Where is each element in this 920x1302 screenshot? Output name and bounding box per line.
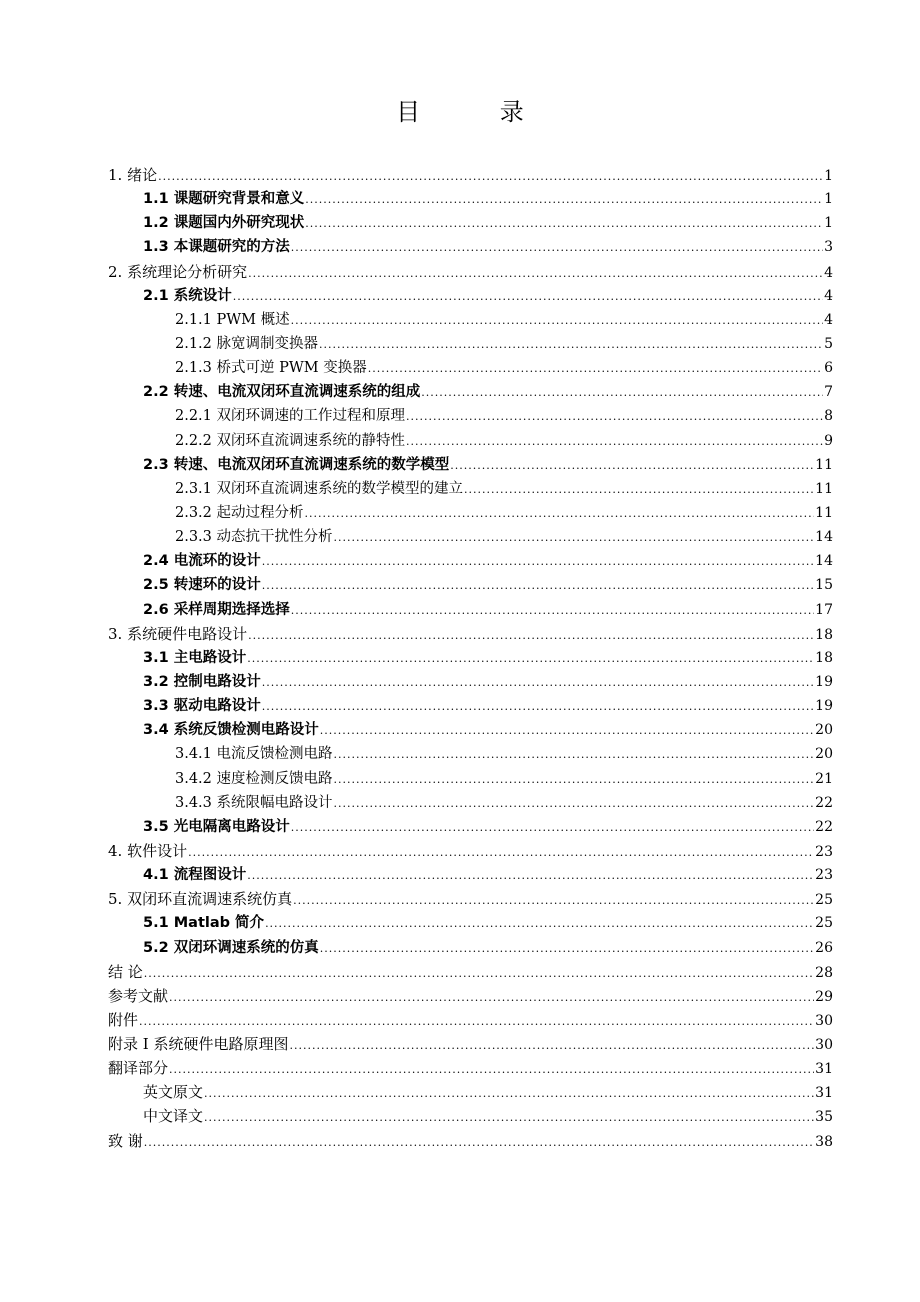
toc-dot-leader (450, 454, 814, 478)
toc-entry-title: 2.1.2 脉宽调制变换器 (175, 335, 319, 352)
toc-entry[interactable] (108, 646, 833, 670)
toc-entry-title: 3.1 主电路设计 (143, 649, 247, 666)
toc-page-number: 20 (815, 722, 833, 739)
toc-page-number: 28 (815, 964, 833, 981)
toc-entry[interactable] (108, 187, 833, 211)
toc-entry[interactable] (108, 984, 833, 1008)
toc-dot-leader (291, 309, 823, 333)
toc-dot-leader (291, 236, 823, 260)
toc-entry[interactable] (108, 936, 833, 960)
toc-dot-leader (319, 333, 823, 357)
toc-page-number: 14 (815, 553, 833, 570)
toc-dot-leader (265, 912, 814, 936)
toc-entry-title: 结 论 (108, 962, 143, 981)
toc-page-number: 17 (815, 601, 833, 618)
toc-entry-title: 附件 (108, 1010, 139, 1029)
toc-title: 目 录 (396, 98, 560, 126)
toc-entry-title: 3.4.1 电流反馈检测电路 (175, 746, 333, 763)
toc-entry-title: 2.3 转速、电流双闭环直流调速系统的数学模型 (143, 456, 450, 473)
toc-entry[interactable] (108, 235, 833, 259)
toc-entry[interactable] (108, 453, 833, 477)
toc-dot-leader (169, 986, 814, 1010)
toc-page-number: 22 (815, 818, 833, 835)
toc-page-number: 30 (815, 1012, 833, 1029)
toc-dot-leader (289, 1034, 814, 1058)
toc-entry-title: 致 谢 (108, 1131, 143, 1150)
toc-page-number: 31 (815, 1061, 833, 1078)
toc-entry[interactable] (108, 1056, 833, 1080)
toc-entry-title: 4. 软件设计 (108, 841, 188, 860)
toc-entry-title: 2.1.1 PWM 概述 (175, 311, 290, 328)
toc-page-number: 1 (824, 191, 833, 208)
toc-page-number: 11 (815, 504, 833, 521)
toc-dot-leader (144, 962, 814, 986)
toc-dot-leader (248, 624, 814, 648)
toc-dot-leader (406, 405, 823, 429)
toc-entry-title: 5. 双闭环直流调速系统仿真 (108, 890, 293, 909)
toc-entry-title: 1.3 本课题研究的方法 (143, 239, 290, 256)
toc-entry-title: 参考文献 (108, 986, 169, 1005)
toc-dot-leader (334, 768, 815, 792)
toc-page-number: 11 (815, 456, 833, 473)
toc-dot-leader (188, 841, 814, 865)
toc-dot-leader (291, 599, 814, 623)
toc-entry-title: 3.2 控制电路设计 (143, 673, 261, 690)
toc-entry[interactable] (108, 1008, 833, 1032)
toc-dot-leader (262, 671, 814, 695)
toc-dot-leader (233, 285, 823, 309)
toc-page-number: 22 (815, 794, 833, 811)
toc-entry[interactable] (108, 815, 833, 839)
toc-entry[interactable] (108, 839, 833, 863)
toc-entry[interactable] (108, 501, 833, 525)
toc-entry-title: 2.3.1 双闭环直流调速系统的数学模型的建立 (175, 480, 464, 497)
toc-entry[interactable] (108, 1080, 833, 1104)
toc-entry[interactable] (108, 887, 833, 911)
toc-entry-title: 3. 系统硬件电路设计 (108, 624, 248, 643)
toc-entry-title: 英文原文 (143, 1083, 204, 1102)
toc-entry[interactable] (108, 1104, 833, 1128)
toc-page-number: 1 (824, 168, 833, 184)
toc-dot-leader (320, 719, 814, 743)
toc-entry[interactable] (108, 332, 833, 356)
toc-dot-leader (305, 212, 823, 236)
toc-entry-title: 附录 I 系统硬件电路原理图 (108, 1035, 289, 1054)
toc-page-number: 8 (824, 408, 833, 425)
toc-entry[interactable] (108, 1032, 833, 1056)
toc-entry-title: 1.1 课题研究背景和意义 (143, 191, 305, 208)
toc-entry[interactable] (108, 718, 833, 742)
toc-page-number: 23 (815, 867, 833, 884)
toc-page-number: 4 (824, 311, 833, 328)
toc-entry[interactable] (108, 525, 833, 549)
toc-entry-title: 中文译文 (143, 1107, 204, 1126)
toc-entry[interactable] (108, 429, 833, 453)
toc-page-number: 26 (815, 939, 833, 956)
toc-page-number: 31 (815, 1085, 833, 1102)
toc-page-number: 29 (815, 988, 833, 1005)
toc-page-number: 25 (815, 915, 833, 932)
toc-entry-title: 1.2 课题国内外研究现状 (143, 215, 305, 232)
toc-dot-leader (421, 381, 823, 405)
toc-entry-title: 2.1 系统设计 (143, 287, 232, 304)
toc-entry[interactable] (108, 211, 833, 235)
toc-dot-leader (293, 889, 814, 913)
toc-page-number: 5 (824, 335, 833, 352)
toc-page-number: 6 (824, 360, 833, 377)
toc-page-number: 4 (824, 264, 833, 281)
toc-page-number: 11 (815, 480, 833, 497)
toc-entry[interactable] (108, 1129, 833, 1153)
toc-entry-title: 2.2 转速、电流双闭环直流调速系统的组成 (143, 384, 421, 401)
toc-page-number: 18 (815, 649, 833, 666)
toc-page-number: 19 (815, 673, 833, 690)
toc-dot-leader (291, 816, 814, 840)
toc-dot-leader (169, 1058, 814, 1082)
toc-dot-leader (262, 550, 814, 574)
toc-dot-leader (247, 647, 814, 671)
toc-entry[interactable] (108, 791, 833, 815)
toc-page-number: 18 (815, 626, 833, 643)
toc-page-number: 1 (824, 215, 833, 232)
toc-dot-leader (305, 188, 823, 212)
toc-page-number: 25 (815, 892, 833, 909)
toc-page-number: 30 (815, 1037, 833, 1054)
toc-entry-title: 翻译部分 (108, 1059, 169, 1078)
toc-entry[interactable] (108, 863, 833, 887)
toc-dot-leader (334, 526, 815, 550)
toc-entry[interactable] (108, 549, 833, 573)
toc-entry[interactable] (108, 622, 833, 646)
toc-page-number: 20 (815, 746, 833, 763)
toc-page-number: 4 (824, 287, 833, 304)
toc-dot-leader (139, 1010, 814, 1034)
toc-entry-title: 2. 系统理论分析研究 (108, 262, 248, 281)
toc-entry[interactable] (108, 767, 833, 791)
toc-entry-title: 3.3 驱动电路设计 (143, 698, 261, 715)
toc-entry[interactable] (108, 260, 833, 284)
toc-entry[interactable] (108, 284, 833, 308)
toc-entry-title: 3.4.3 系统限幅电路设计 (175, 794, 333, 811)
toc-page-number: 21 (815, 770, 833, 787)
toc-page-number: 19 (815, 698, 833, 715)
toc-entry-title: 2.4 电流环的设计 (143, 553, 261, 570)
toc-dot-leader (248, 262, 823, 286)
toc-entry[interactable] (108, 308, 833, 332)
toc-entry-title: 1. 绪论 (108, 166, 158, 184)
toc-dot-leader (334, 743, 815, 767)
toc-entry[interactable] (108, 694, 833, 718)
toc-entry-title: 5.2 双闭环调速系统的仿真 (143, 939, 319, 956)
toc-dot-leader (158, 165, 823, 189)
toc-dot-leader (262, 695, 814, 719)
toc-entry[interactable] (108, 404, 833, 428)
toc-entry-title: 2.3.2 起动过程分析 (175, 504, 304, 521)
toc-entry-title: 2.3.3 动态抗干扰性分析 (175, 529, 333, 546)
toc-dot-leader (247, 864, 814, 888)
toc-dot-leader (204, 1106, 814, 1130)
toc-entry[interactable] (108, 477, 833, 501)
toc-entry-title: 3.4 系统反馈检测电路设计 (143, 722, 319, 739)
toc-entry[interactable] (108, 911, 833, 935)
toc-dot-leader (144, 1131, 814, 1155)
toc-page-number: 3 (824, 239, 833, 256)
toc-entry[interactable] (108, 670, 833, 694)
toc-entry[interactable] (108, 742, 833, 766)
toc-entry[interactable] (108, 960, 833, 984)
toc-entry[interactable] (108, 573, 833, 597)
toc-entry[interactable] (108, 380, 833, 404)
toc-dot-leader (406, 430, 823, 454)
toc-list (108, 163, 833, 1153)
toc-entry-title: 2.2.2 双闭环直流调速系统的静特性 (175, 432, 406, 449)
toc-entry-title: 2.6 采样周期选择选择 (143, 601, 290, 618)
toc-page-number: 23 (815, 843, 833, 860)
toc-entry-title: 3.4.2 速度检测反馈电路 (175, 770, 333, 787)
toc-dot-leader (464, 478, 814, 502)
toc-page-number: 9 (824, 432, 833, 449)
toc-dot-leader (320, 937, 814, 961)
toc-entry-title: 2.2.1 双闭环调速的工作过程和原理 (175, 408, 406, 425)
toc-dot-leader (204, 1082, 814, 1106)
toc-page-number: 15 (815, 577, 833, 594)
toc-entry-title: 4.1 流程图设计 (143, 867, 247, 884)
toc-entry-title: 3.5 光电隔离电路设计 (143, 818, 290, 835)
toc-page-number: 7 (824, 384, 833, 401)
toc-entry-title: 2.1.3 桥式可逆 PWM 变换器 (175, 360, 367, 377)
toc-entry-title: 5.1 Matlab 简介 (143, 915, 265, 932)
toc-entry-title: 2.5 转速环的设计 (143, 577, 261, 594)
toc-page-number: 14 (815, 529, 833, 546)
toc-dot-leader (305, 502, 815, 526)
toc-entry[interactable] (108, 356, 833, 380)
toc-dot-leader (334, 792, 815, 816)
toc-dot-leader (262, 574, 814, 598)
toc-entry[interactable] (108, 163, 833, 187)
toc-entry[interactable] (108, 598, 833, 622)
toc-page-number: 35 (815, 1109, 833, 1126)
toc-page-number: 38 (815, 1133, 833, 1150)
toc-dot-leader (368, 357, 823, 381)
